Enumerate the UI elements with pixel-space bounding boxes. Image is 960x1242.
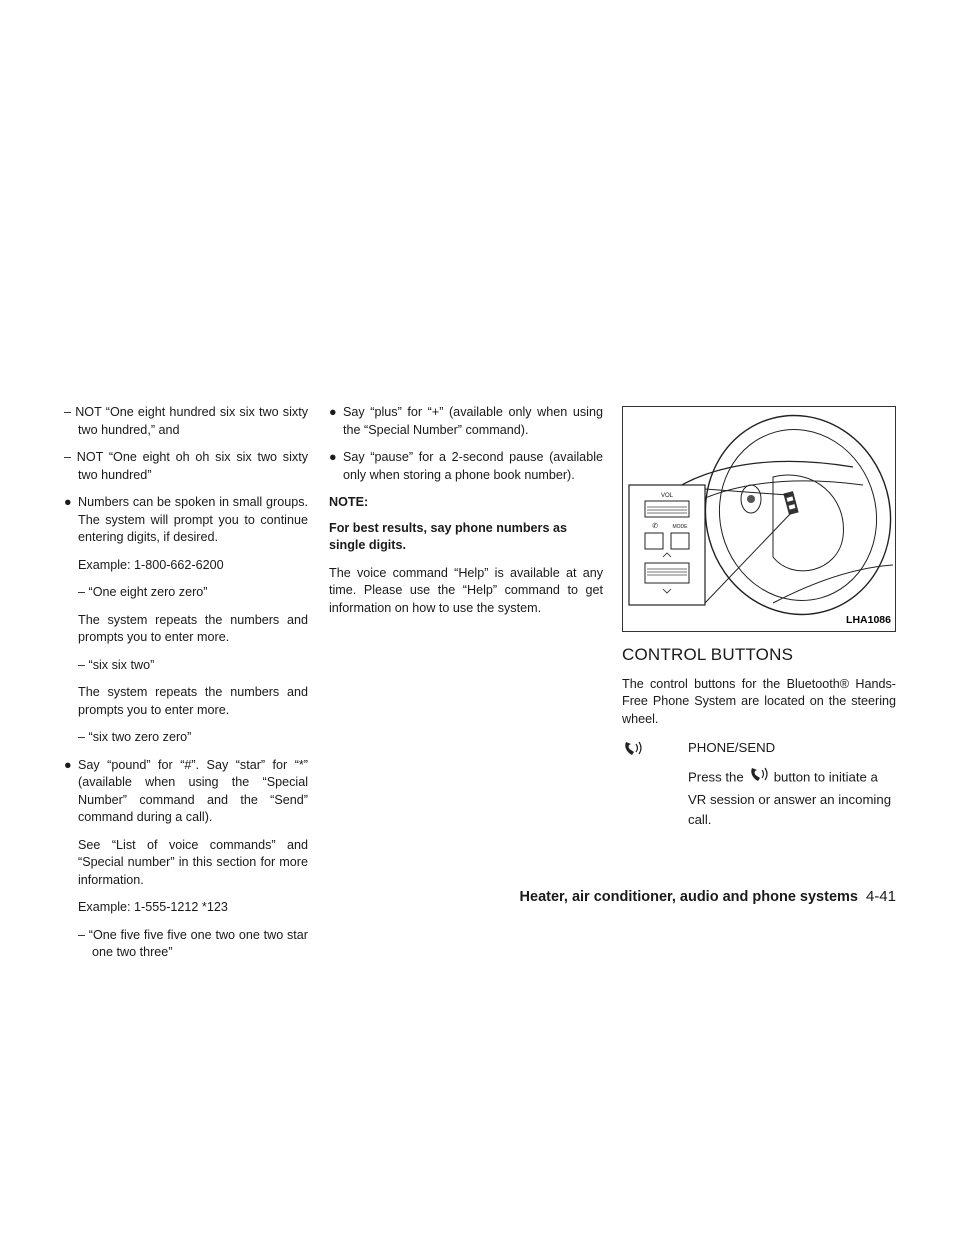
step-3: – “six two zero zero” [78, 730, 192, 744]
step-4: – “One five five five one two one two star one two three” [78, 927, 308, 959]
bullet-icon: ● [64, 495, 72, 509]
phone-send-entry [622, 738, 896, 830]
bullet-groups-text: Numbers can be spoken in small groups. The system will prompt you to continue entering digits, if desired. [78, 495, 308, 544]
steering-wheel-figure [622, 406, 896, 632]
bullet-icon: ● [329, 450, 337, 464]
press-before: Press the [688, 769, 744, 785]
column-left [64, 404, 308, 972]
step-1: – “One eight zero zero” [78, 585, 208, 599]
text-not-2: – NOT “One eight oh oh six six two sixty two hundred” [64, 450, 308, 482]
chapter-title: Heater, air conditioner, audio and phone systems [519, 889, 858, 905]
phone-send-icon [748, 766, 770, 790]
page-number: 4-41 [865, 888, 896, 905]
figure-vol-text: VOL [660, 493, 674, 499]
button-name: PHONE/SEND [688, 740, 776, 755]
example-2: Example: 1-555-1212 *123 [78, 900, 228, 914]
bullet-pound-text: Say “pound” for “#”. Say “star” for “*” (available when using the “Special Number” command and the “Send” command during a call). [78, 757, 308, 824]
figure-mode-text: MODE [672, 524, 688, 530]
press-after: button to initiate a VR session or answer an incoming call. [688, 769, 892, 827]
bullet-groups [64, 494, 308, 547]
phone-send-icon [622, 740, 644, 764]
bullet-icon: ● [64, 757, 72, 772]
section-title: CONTROL BUTTONS [622, 645, 794, 664]
page-footer [520, 888, 896, 905]
intro-text: The control buttons for the Bluetooth® Hands-Free Phone System are located on the steering wheel. [622, 676, 896, 726]
svg-text:✆: ✆ [652, 523, 658, 530]
bullet-icon: ● [329, 405, 337, 419]
column-right [622, 404, 896, 830]
press-instruction [688, 766, 896, 830]
repeat-2: The system repeats the numbers and prompts you to enter more. [78, 685, 308, 717]
help-text: The voice command “Help” is available at any time. Please use the “Help” command to get information on how to use the system. [329, 565, 603, 615]
note-heading: NOTE: [329, 495, 369, 509]
figure-label: LHA1086 [846, 613, 891, 626]
text-not-1: – NOT “One eight hundred six six two sixty two hundred,” and [64, 405, 308, 437]
note-text: For best results, say phone numbers as single digits. [329, 520, 567, 552]
bullet-plus [329, 404, 603, 439]
bullet-plus-text: Say “plus” for “+” (available only when using the “Special Number” command). [343, 405, 603, 437]
bullet-pause [329, 449, 603, 484]
steering-wheel-illustration [623, 407, 895, 631]
step-2: – “six six two” [78, 657, 155, 672]
repeat-1: The system repeats the numbers and prompts you to enter more. [78, 612, 308, 644]
example-1: Example: 1-800-662-6200 [78, 557, 224, 572]
bullet-pound [64, 757, 308, 827]
see-reference: See “List of voice commands” and “Special number” in this section for more information. [78, 837, 308, 887]
column-middle [329, 404, 603, 627]
bullet-pause-text: Say “pause” for a 2-second pause (available only when storing a phone book number). [343, 450, 603, 482]
